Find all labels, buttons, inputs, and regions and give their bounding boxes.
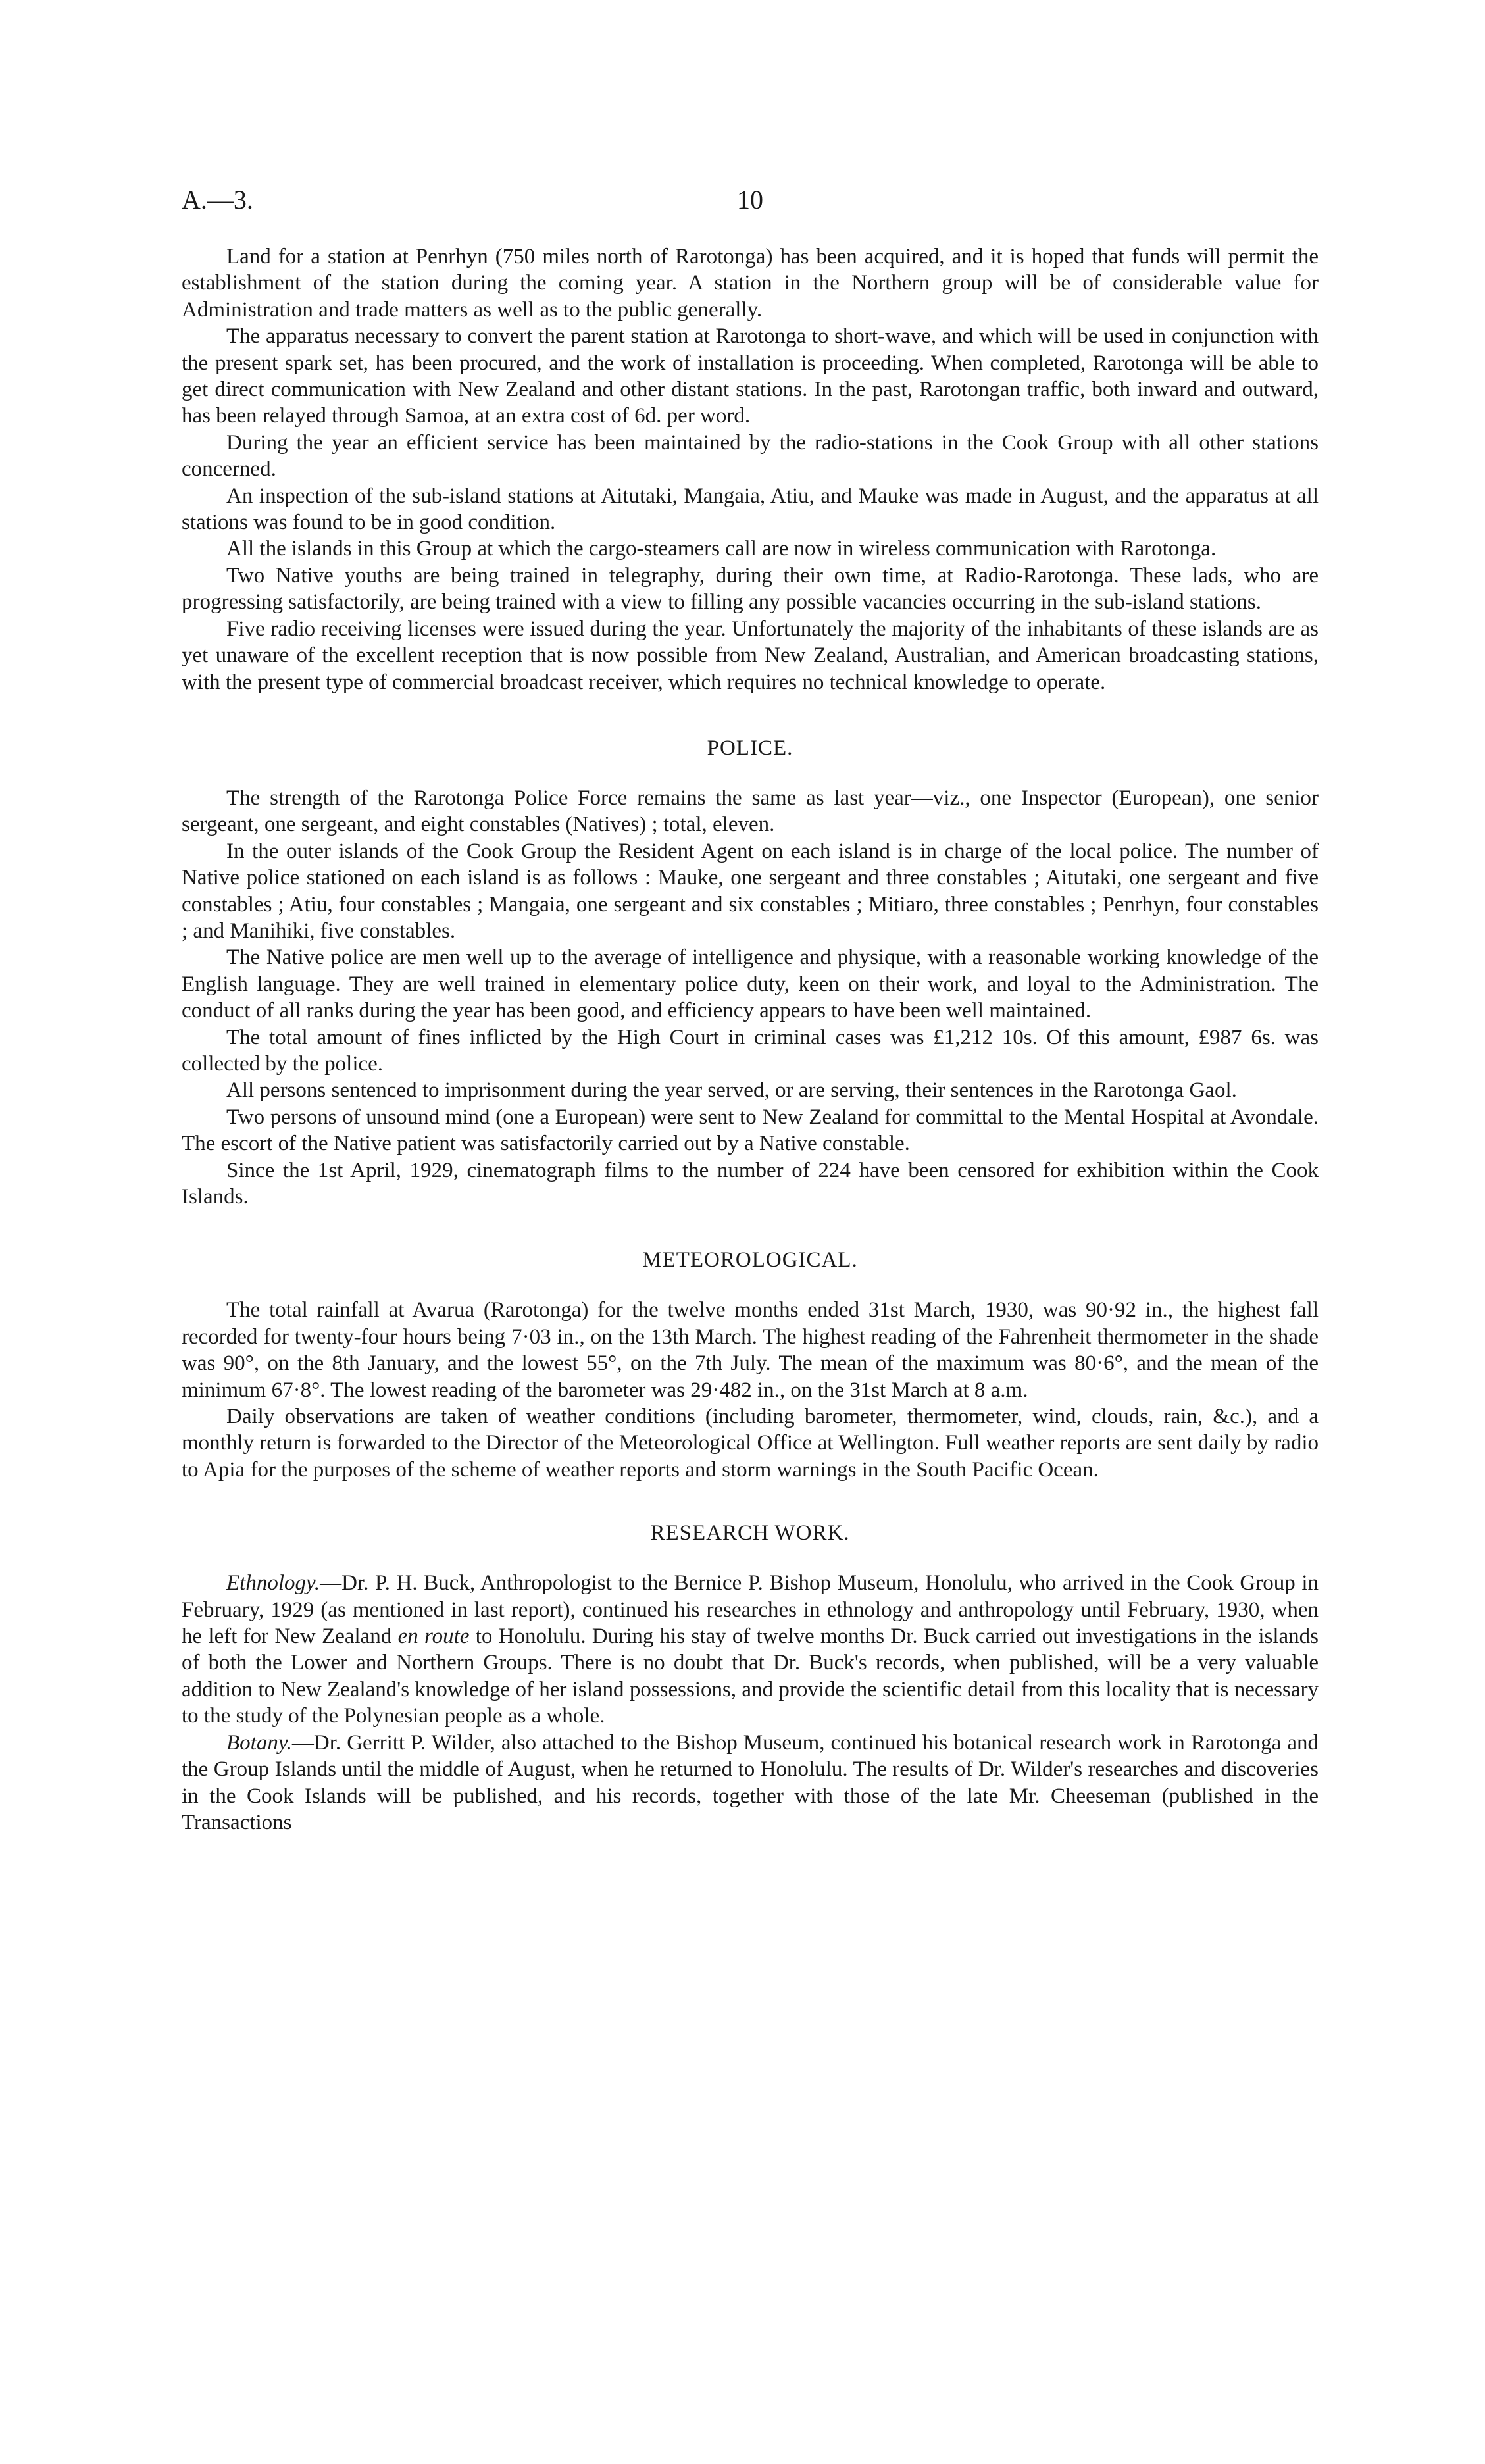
radio-section xyxy=(182,243,1319,695)
paragraph: In the outer islands of the Cook Group the Resident Agent on each island is in charge of the local police. The number of Native police stationed on each island is as follows : Mauke, one sergeant and three constables ; Aitutaki, one sergeant and five constables ; Atiu, four constables ; Mangaia, one sergeant and six constables ; Mitiaro, three constables ; Penrhyn, four constables ; and Manihiki, five constables. xyxy=(182,839,1319,943)
paragraph: Two persons of unsound mind (one a European) were sent to New Zealand for committal to the Mental Hospital at Avondale. The escort of the Native patient was satisfactorily carried out by a Native constable. xyxy=(182,1105,1319,1156)
section-heading-meteorological: METEOROLOGICAL. xyxy=(642,1248,858,1272)
research-section xyxy=(182,1520,1319,1836)
paragraph: Land for a station at Penrhyn (750 miles north of Rarotonga) has been acquired, and it is hoped that funds will permit the establishment of the station during the coming year. A station in the Northern group will be of considerable value for Administration and trade matters as well as to the public generally. xyxy=(182,245,1319,322)
botany-label: Botany. xyxy=(226,1730,292,1755)
ethnology-text-a: —Dr. P. H. Buck, Anthropologist to the Bernice P. Bishop Museum, Honolulu, who arrived in the Cook Group in February, 1929 (as mentioned in last report), continued his researches in ethnology and anthropology until February, 1930, when he left for New Zealand xyxy=(182,1571,1319,1649)
paragraph: An inspection of the sub-island stations at Aitutaki, Mangaia, Atiu, and Mauke was made in August, and the apparatus at all stations was found to be in good condition. xyxy=(182,484,1319,535)
meteorological-section xyxy=(182,1247,1319,1483)
page-number: 10 xyxy=(737,185,763,214)
paragraph: The apparatus necessary to convert the parent station at Rarotonga to short-wave, and which will be used in conjunction with the present spark set, has been procured, and the work of installation is proceeding. When completed, Rarotonga will be able to get direct communication with New Zealand and other distant stations. In the past, Rarotongan traffic, both inward and outward, has been relayed through Samoa, at an extra cost of 6d. per word. xyxy=(182,324,1319,428)
en-route-phrase: en route xyxy=(397,1624,470,1649)
botany-text: —Dr. Gerritt P. Wilder, also attached to the Bishop Museum, continued his botanical research work in Rarotonga and the Group Islands until the middle of August, when he returned to Honolulu. The results of Dr. Wilder's researches and discoveries in the Cook Islands will be published, and his records, together with those of the late Mr. Cheeseman (published in the Transactions xyxy=(182,1730,1319,1834)
paragraph-ethnology xyxy=(182,1570,1319,1729)
paragraph: The Native police are men well up to the average of intelligence and physique, with a reasonable working knowledge of the English language. They are well trained in elementary police duty, keen on their work, and loyal to the Administration. The conduct of all ranks during the year has been good, and efficiency appears to have been well maintained. xyxy=(182,945,1319,1023)
ethnology-text-b: to Honolulu. During his stay of twelve months Dr. Buck carried out investigations in the islands of both the Lower and Northern Groups. There is no doubt that Dr. Buck's records, when published, will be a very valuable addition to New Zealand's knowledge of her island possessions, and provide the scientific detail from this locality that is necessary to the study of the Polynesian people as a whole. xyxy=(182,1624,1319,1728)
paragraph: All persons sentenced to imprisonment during the year served, or are serving, their sentences in the Rarotonga Gaol. xyxy=(226,1078,1237,1103)
paragraph: All the islands in this Group at which the cargo-steamers call are now in wireless communication with Rarotonga. xyxy=(226,537,1217,561)
police-section xyxy=(182,735,1319,1211)
paragraph: During the year an efficient service has been maintained by the radio-stations in the Cook Group with all other stations concerned. xyxy=(182,430,1319,482)
section-heading-research: RESEARCH WORK. xyxy=(650,1521,850,1546)
paragraph: Five radio receiving licenses were issued during the year. Unfortunately the majority of the inhabitants of these islands are as yet unaware of the excellent reception that is now possible from New Zealand, Australian, and American broadcasting stations, with the present type of commercial broadcast receiver, which requires no technical knowledge to operate. xyxy=(182,616,1319,694)
page-header xyxy=(182,184,1319,224)
paragraph-botany xyxy=(182,1730,1319,1836)
paragraph: Two Native youths are being trained in telegraphy, during their own time, at Radio-Rarotonga. These lads, who are progressing satisfactorily, are being trained with a view to filling any possible vacancies occurring in the sub-island stations. xyxy=(182,563,1319,615)
section-heading-police: POLICE. xyxy=(707,736,793,760)
paragraph: The total rainfall at Avarua (Rarotonga) for the twelve months ended 31st March, 1930, was 90·92 in., the highest fall recorded for twenty-four hours being 7·03 in., on the 13th March. The highest reading of the Fahrenheit thermometer in the shade was 90°, on the 8th January, and the lowest 55°, on the 7th July. The mean of the maximum was 80·6°, and the mean of the minimum 67·8°. The lowest reading of the barometer was 29·482 in., on the 31st March at 8 a.m. xyxy=(182,1298,1319,1402)
paragraph: The total amount of fines inflicted by the High Court in criminal cases was £1,212 10s. Of this amount, £987 6s. was collected by the police. xyxy=(182,1025,1319,1076)
report-reference: A.—3. xyxy=(182,185,253,214)
page-body xyxy=(182,243,1319,1836)
ethnology-label: Ethnology. xyxy=(226,1571,320,1596)
paragraph: Daily observations are taken of weather conditions (including barometer, thermometer, wind, clouds, rain, &c.), and a monthly return is forwarded to the Director of the Meteorological Office at Wellington. Full weather reports are sent daily by radio to Apia for the purposes of the scheme of weather reports and storm warnings in the South Pacific Ocean. xyxy=(182,1405,1319,1482)
paragraph: Since the 1st April, 1929, cinematograph films to the number of 224 have been censored for exhibition within the Cook Islands. xyxy=(182,1158,1319,1209)
paragraph: The strength of the Rarotonga Police Force remains the same as last year—viz., one Inspector (European), one senior sergeant, one sergeant, and eight constables (Natives) ; total, eleven. xyxy=(182,786,1319,837)
